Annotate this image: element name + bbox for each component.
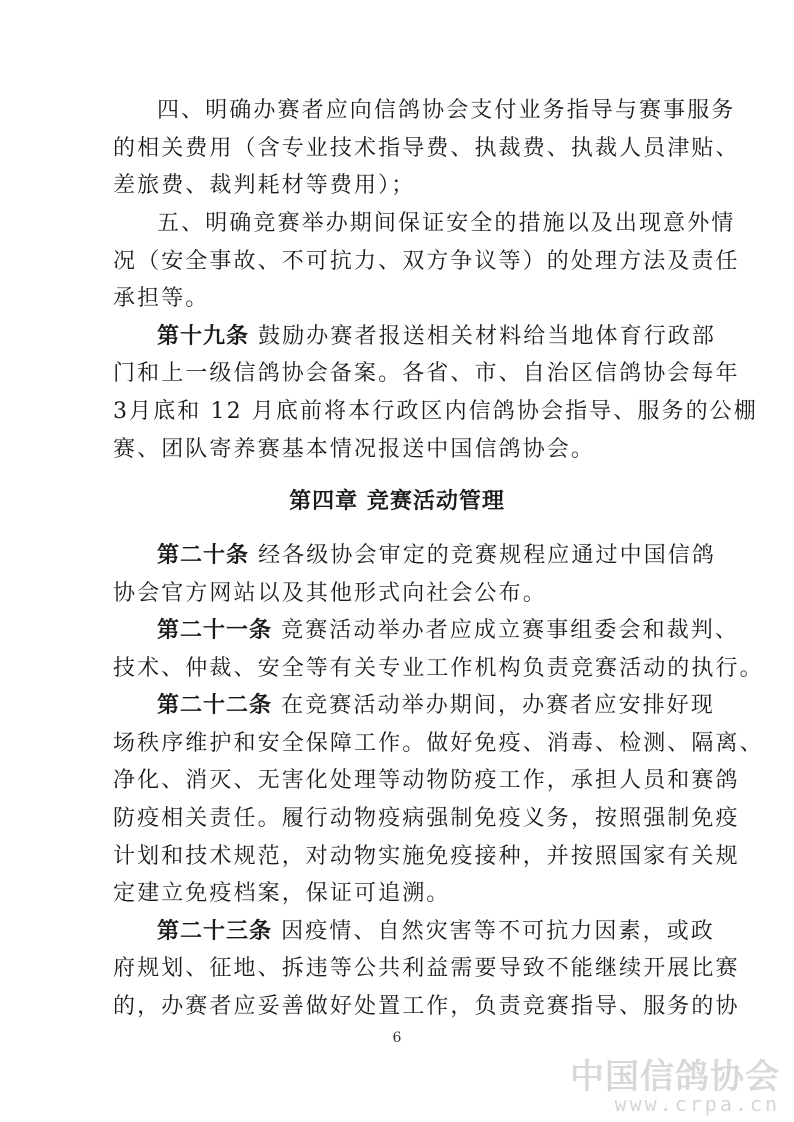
chapter-heading: 第四章 竞赛活动管理 (289, 489, 505, 514)
article-label: 第二十条 (157, 543, 250, 568)
article-label: 第十九条 (157, 324, 250, 349)
article-label: 第二十三条 (157, 919, 273, 944)
paragraph-line: 防疫相关责任。履行动物疫病强制免疫义务，按照强制免疫 (113, 806, 740, 831)
article-text: 在竞赛活动举办期间，办赛者应安排好现 (281, 693, 715, 718)
watermark-logo-text: 中国信鸽协会 (570, 1057, 780, 1097)
article-text: 竞赛活动举办者应成立赛事组委会和裁判、 (281, 618, 740, 643)
article-text: 经各级协会审定的竞赛规程应通过中国信鸽 (258, 543, 717, 568)
paragraph-line: 定建立免疫档案，保证可追溯。 (113, 881, 451, 906)
paragraph-line: 3月底和 12 月底前将本行政区内信鸽协会指导、服务的公棚 (113, 399, 758, 424)
paragraph-line: 况（安全事故、不可抗力、双方争议等）的处理方法及责任 (113, 249, 740, 274)
article-line (157, 617, 740, 645)
article-text: 鼓励办赛者报送相关材料给当地体育行政部 (258, 324, 717, 349)
page-number: 6 (392, 1030, 402, 1046)
article-label: 第二十二条 (157, 693, 273, 718)
paragraph-line: 技术、仲裁、安全等有关专业工作机构负责竞赛活动的执行。 (113, 656, 764, 681)
paragraph-line: 净化、消灭、无害化处理等动物防疫工作，承担人员和赛鸽 (113, 768, 740, 793)
article-text: 因疫情、自然灾害等不可抗力因素，或政 (281, 919, 715, 944)
paragraph-line: 协会官方网站以及其他形式向社会公布。 (113, 581, 547, 606)
paragraph-line: 府规划、征地、拆违等公共利益需要导致不能继续开展比赛 (113, 956, 740, 981)
paragraph-line: 承担等。 (113, 286, 210, 311)
paragraph-line: 的相关费用（含专业技术指导费、执裁费、执裁人员津贴、 (113, 136, 740, 161)
paragraph-line: 的，办赛者应妥善做好处置工作，负责竞赛指导、服务的协 (113, 994, 740, 1019)
paragraph-line: 差旅费、裁判耗材等费用）； (113, 173, 416, 198)
article-line (157, 323, 717, 351)
paragraph-line: 五、明确竞赛举办期间保证安全的措施以及出现意外情 (157, 211, 736, 236)
paragraph-line: 四、明确办赛者应向信鸽协会支付业务指导与赛事服务 (157, 98, 736, 123)
paragraph-line: 赛、团队寄养赛基本情况报送中国信鸽协会。 (113, 437, 596, 462)
article-line (157, 692, 715, 720)
article-line (157, 918, 715, 946)
watermark-url: www.crpa.cn (614, 1092, 780, 1116)
article-line (157, 542, 717, 570)
paragraph-line: 场秩序维护和安全保障工作。做好免疫、消毒、检测、隔离、 (113, 731, 764, 756)
article-label: 第二十一条 (157, 618, 273, 643)
paragraph-line: 门和上一级信鸽协会备案。各省、市、自治区信鸽协会每年 (113, 361, 740, 386)
paragraph-line: 计划和技术规范，对动物实施免疫接种，并按照国家有关规 (113, 844, 740, 869)
